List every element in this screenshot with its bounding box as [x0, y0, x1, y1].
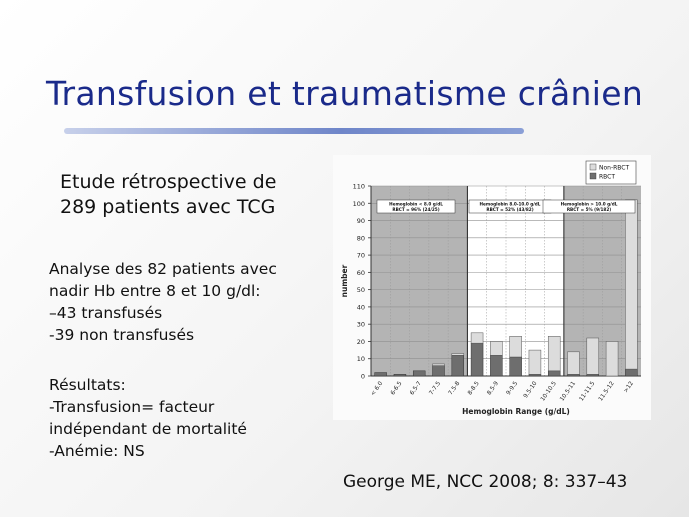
- intro-line: 289 patients avec TCG: [60, 196, 276, 218]
- analysis-text: [49, 258, 339, 346]
- results-line: -Anémie: NS: [49, 442, 145, 460]
- x-tick-label: < 6.0: [370, 380, 385, 398]
- hemoglobin-chart: [333, 155, 651, 420]
- annotation-line: Hemoglobin > 10.0 g/dL: [560, 201, 618, 207]
- x-tick-label: 7.5-8: [447, 380, 462, 397]
- x-tick-label: 8-8.5: [467, 380, 481, 397]
- y-tick-label: 0: [360, 372, 365, 381]
- y-tick-label: 100: [352, 199, 365, 208]
- legend-swatch: [590, 173, 596, 179]
- y-tick-label: 30: [356, 320, 365, 329]
- legend-label: Non-RBCT: [599, 164, 630, 172]
- legend-label: RBCT: [599, 173, 616, 181]
- analysis-line: -39 non transfusés: [49, 326, 195, 344]
- x-tick-label: 10-10.5: [540, 380, 558, 403]
- annotation-line: Hemoglobin < 8.0 g/dL: [389, 201, 443, 207]
- bar-non-rbct: [568, 352, 580, 374]
- y-tick-label: 70: [356, 251, 365, 260]
- bar-non-rbct: [587, 338, 599, 374]
- annotation-line: RBCT = 52% (43/82): [486, 207, 534, 212]
- bar-rbct: [625, 369, 637, 376]
- title-underline: [64, 128, 524, 134]
- bar-non-rbct: [548, 336, 560, 371]
- bar-rbct: [394, 374, 406, 376]
- annotation-line: RBCT = 96% (24/25): [392, 207, 440, 212]
- bar-rbct: [548, 371, 560, 376]
- x-tick-label: 6.5-7: [409, 380, 423, 397]
- analysis-line: Analyse des 82 patients avec: [49, 260, 277, 278]
- bar-rbct: [568, 374, 580, 376]
- x-tick-label: >12: [623, 380, 635, 395]
- y-tick-label: 50: [356, 286, 365, 295]
- bar-rbct: [413, 371, 425, 376]
- y-tick-label: 20: [356, 337, 365, 346]
- bar-non-rbct: [490, 341, 502, 355]
- y-tick-label: 80: [356, 234, 365, 243]
- results-line: Résultats:: [49, 376, 126, 394]
- bar-non-rbct: [510, 336, 522, 357]
- y-tick-label: 90: [356, 217, 365, 226]
- annotation-line: RBCT = 5% (9/182): [566, 207, 612, 212]
- y-tick-label: 40: [356, 303, 365, 312]
- bar-rbct: [587, 374, 599, 376]
- bar-non-rbct: [625, 200, 637, 369]
- intro-text: [60, 170, 330, 220]
- bar-rbct: [433, 366, 445, 376]
- slide-title: Transfusion et traumatisme crânien: [45, 74, 644, 113]
- x-tick-label: 6-6.5: [390, 380, 404, 397]
- bar-non-rbct: [529, 350, 541, 374]
- results-line: indépendant de mortalité: [49, 420, 247, 438]
- legend-swatch: [590, 164, 596, 170]
- bar-non-rbct: [433, 364, 445, 366]
- x-axis-label: Hemoglobin Range (g/dL): [462, 407, 570, 416]
- y-tick-label: 110: [352, 182, 365, 191]
- chart-svg: [333, 155, 651, 420]
- bar-non-rbct: [606, 341, 618, 376]
- bar-rbct: [471, 343, 483, 376]
- y-tick-label: 10: [356, 355, 365, 364]
- bar-rbct: [490, 355, 502, 376]
- bar-rbct: [529, 374, 541, 376]
- x-tick-label: 9.5-10: [522, 380, 539, 400]
- bar-non-rbct: [452, 354, 464, 356]
- bar-non-rbct: [471, 333, 483, 343]
- x-tick-label: 11-11.5: [578, 380, 597, 403]
- y-tick-label: 60: [356, 268, 365, 277]
- analysis-line: nadir Hb entre 8 et 10 g/dl:: [49, 282, 261, 300]
- results-text: [49, 374, 339, 462]
- x-tick-label: 8.5-9: [486, 380, 500, 397]
- x-tick-label: 7-7.5: [428, 380, 443, 397]
- x-tick-label: 10.5-11: [559, 380, 578, 403]
- bar-rbct: [452, 355, 464, 376]
- x-tick-label: 11.5-12: [597, 380, 616, 403]
- citation: George ME, NCC 2008; 8: 337–43: [343, 472, 628, 492]
- analysis-line: –43 transfusés: [49, 304, 163, 322]
- annotation-line: Hemoglobin 8.0-10.0 g/dL: [479, 201, 541, 207]
- y-axis-label: number: [340, 264, 349, 298]
- intro-line: Etude rétrospective de: [60, 171, 277, 193]
- results-line: -Transfusion= facteur: [49, 398, 215, 416]
- bar-rbct: [510, 357, 522, 376]
- shaded-hb-range: [371, 186, 467, 376]
- bar-rbct: [375, 373, 387, 376]
- x-tick-label: 9-9.5: [505, 380, 520, 397]
